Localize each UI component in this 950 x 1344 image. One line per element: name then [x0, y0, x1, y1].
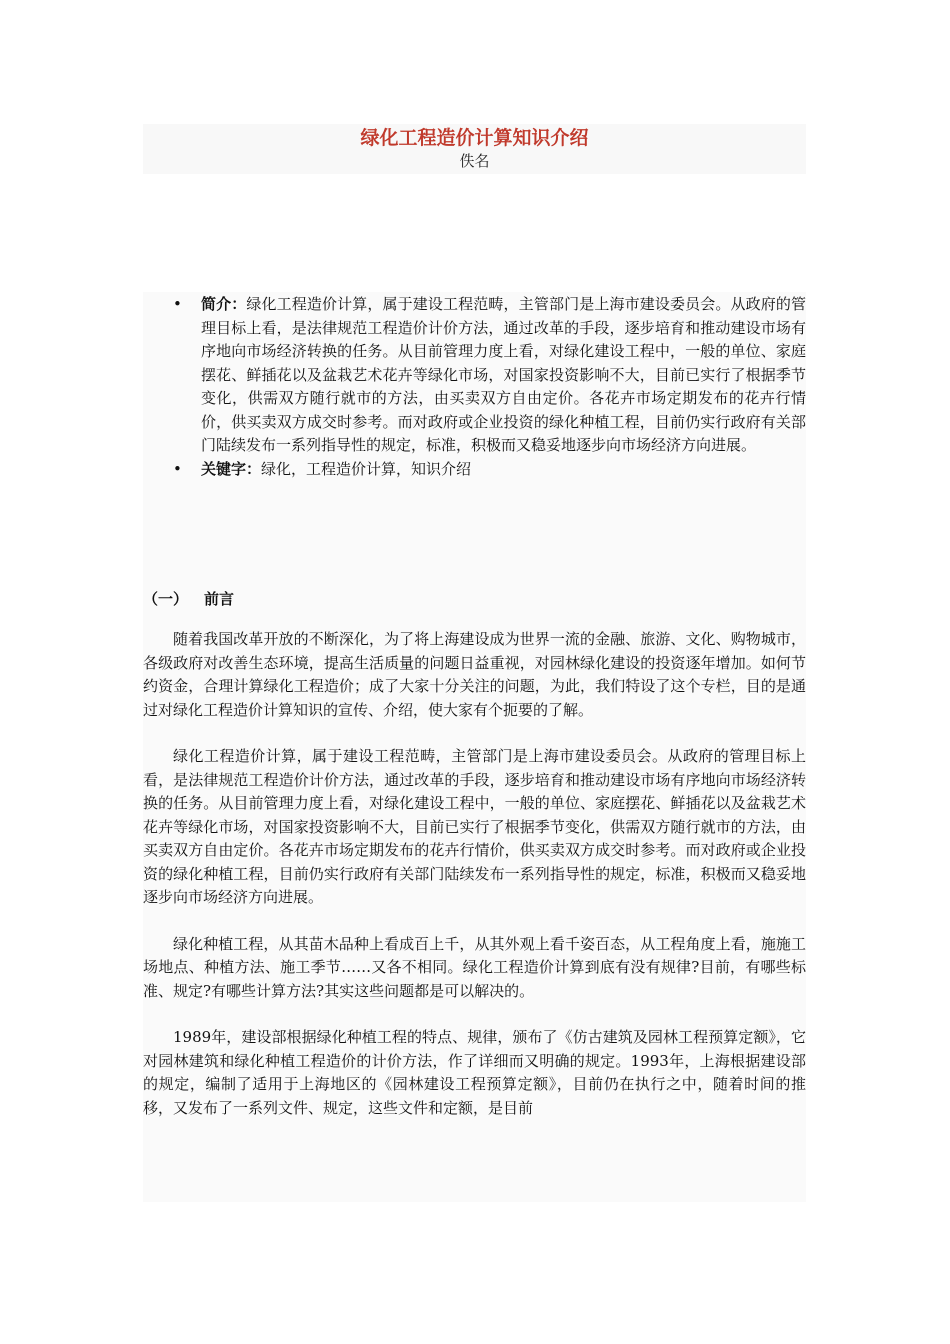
paragraph: 1989年，建设部根据绿化种植工程的特点、规律，颁布了《仿古建筑及园林工程预算定额》，它对园林建筑和绿化种植工程造价的计价方法，作了详细而又明确的规定。1993年，上海根据建设部的规定，编制了适用于上海地区的《园林建设工程预算定额》，目前仍在执行之中，随着时间的推移，又发布了一系列文件、规定，这些文件和定额，是目前: [143, 1028, 806, 1117]
document-body: [143, 292, 806, 1202]
summary-list: [143, 293, 806, 481]
keywords-text: 绿化，工程造价计算，知识介绍: [261, 459, 472, 478]
section-number: （一）: [143, 590, 189, 608]
paragraph: 绿化工程造价计算，属于建设工程范畴，主管部门是上海市建设委员会。从政府的管理目标上看，是法律规范工程造价计价方法，通过改革的手段，逐步培育和推动建设市场有序地向市场经济转换的任务。从目前管理力度上看，对绿化建设工程中，一般的单位、家庭摆花、鲜插花以及盆栽艺术花卉等绿化市场，对国家投资影响不大，目前已实行了根据季节变化，供需双方随行就市的方法，由买卖双方自由定价。各花卉市场定期发布的花卉行情价，供买卖双方成交时参考。而对政府或企业投资的绿化种植工程，目前仍实行政府有关部门陆续发布一系列指导性的规定，标准，积极而又稳妥地逐步向市场经济方向进展。: [143, 747, 806, 906]
bullet-icon: •: [173, 459, 182, 478]
summary-item-intro: [143, 293, 806, 458]
document-title: 绿化工程造价计算知识介绍: [360, 127, 589, 149]
paragraph: 随着我国改革开放的不断深化，为了将上海建设成为世界一流的金融、旅游、文化、购物城市，各级政府对改善生态环境，提高生活质量的问题日益重视，对园林绿化建设的投资逐年增加。如何节约资金，合理计算绿化工程造价；成了大家十分关注的问题，为此，我们特设了这个专栏，目的是通过对绿化工程造价计算知识的宣传、介绍，使大家有个扼要的了解。: [143, 630, 806, 719]
summary-item-keywords: [143, 458, 806, 482]
section-heading: [143, 588, 234, 610]
section-paragraphs: [143, 628, 806, 1143]
keywords-label: 关键字：: [201, 459, 262, 478]
title-block: [143, 124, 806, 174]
document-author: 佚名: [459, 152, 490, 170]
intro-text: 绿化工程造价计算，属于建设工程范畴，主管部门是上海市建设委员会。从政府的管理目标上看，是法律规范工程造价计价方法，通过改革的手段，逐步培育和推动建设市场有序地向市场经济转换的任务。从目前管理力度上看，对绿化建设工程中，一般的单位、家庭摆花、鲜插花以及盆栽艺术花卉等绿化市场，对国家投资影响不大，目前已实行了根据季节变化，供需双方随行就市的方法，由买卖双方自由定价。各花卉市场定期发布的花卉行情价，供买卖双方成交时参考。而对政府或企业投资的绿化种植工程，目前仍实行政府有关部门陆续发布一系列指导性的规定，标准，积极而又稳妥地逐步向市场经济方向进展。: [201, 295, 806, 454]
section-title: 前言: [204, 590, 235, 608]
paragraph: 绿化种植工程，从其苗木品种上看成百上千，从其外观上看千姿百态，从工程角度上看，施施工场地点、种植方法、施工季节……又各不相同。绿化工程造价计算到底有没有规律?目前，有哪些标准、规定?有哪些计算方法?其实这些问题都是可以解决的。: [143, 934, 806, 1000]
intro-label: 简介：: [201, 295, 247, 313]
bullet-icon: •: [173, 295, 182, 313]
